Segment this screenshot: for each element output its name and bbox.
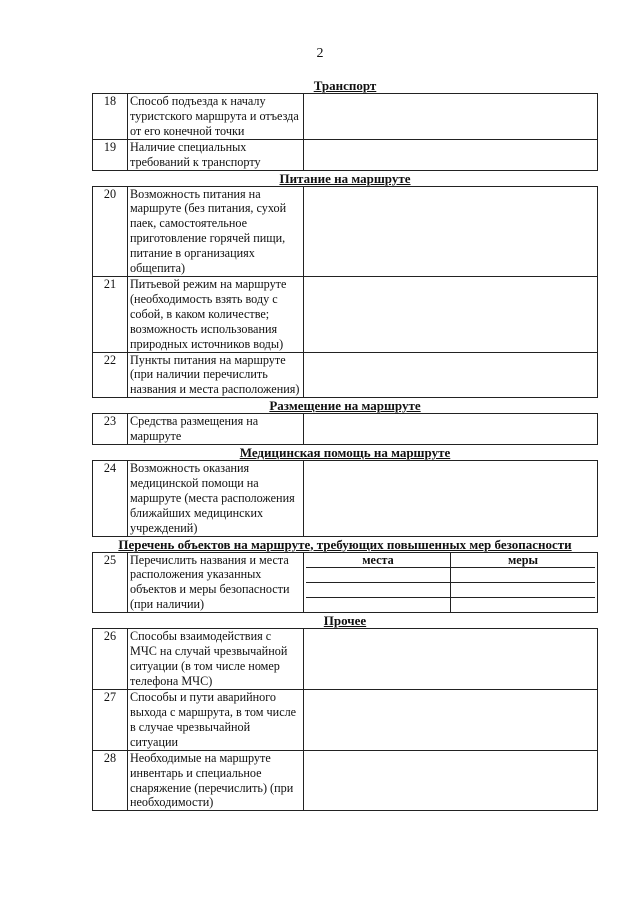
table-row (93, 139, 598, 170)
row-label: Возможность питания на маршруте (без питания, сухой паек, самостоятельное приготовление горячей пищи, питание в организациях общепита) (128, 186, 304, 276)
medical-table (92, 460, 598, 537)
row-number: 19 (93, 139, 128, 170)
table-row (93, 690, 598, 751)
table-row (93, 552, 598, 613)
row-number: 28 (93, 750, 128, 811)
table-row (93, 750, 598, 811)
section-title-other: Прочее (323, 613, 367, 629)
section-title-lodging: Размещение на маршруте (269, 398, 421, 414)
value-field[interactable] (304, 352, 598, 398)
table-row (93, 461, 598, 537)
row-label: Питьевой режим на маршруте (необходимость взять воду с собой, в каком количестве; возможность использования природных источников воды) (128, 276, 304, 352)
row-number: 24 (93, 461, 128, 537)
value-field[interactable] (304, 276, 598, 352)
lodging-table (92, 413, 598, 445)
hazards-subtable-cell (304, 552, 598, 613)
measures-field[interactable] (451, 598, 596, 613)
page-number: 2 (316, 46, 324, 61)
hazards-subtable (306, 553, 595, 613)
measures-field[interactable] (451, 583, 596, 598)
row-number: 26 (93, 629, 128, 690)
subtable-row (306, 583, 595, 598)
section-title-hazards: Перечень объектов на маршруте, требующих повышенных мер безопасности (118, 536, 572, 552)
row-number: 27 (93, 690, 128, 751)
hazards-table (92, 552, 598, 614)
column-header-measures: меры (451, 553, 596, 568)
value-field[interactable] (304, 750, 598, 811)
row-label: Средства размещения на маршруте (128, 414, 304, 445)
subtable-row (306, 598, 595, 613)
table-row (93, 414, 598, 445)
section-title-transport: Транспорт (313, 78, 377, 93)
row-label: Необходимые на маршруте инвентарь и специальное снаряжение (перечислить) (при необходимости) (128, 750, 304, 811)
food-table (92, 186, 598, 399)
row-number: 22 (93, 352, 128, 398)
row-number: 20 (93, 186, 128, 276)
table-row (93, 352, 598, 398)
column-header-places: места (306, 553, 451, 568)
row-label: Перечислить названия и места расположения указанных объектов и меры безопасности (при наличии) (128, 552, 304, 613)
other-table (92, 628, 598, 811)
table-row (93, 629, 598, 690)
row-label: Наличие специальных требований к транспорту (128, 139, 304, 170)
measures-field[interactable] (451, 568, 596, 583)
table-row (93, 276, 598, 352)
transport-table (92, 93, 598, 171)
table-row (93, 186, 598, 276)
subtable-row (306, 568, 595, 583)
row-label: Способы и пути аварийного выхода с маршрута, в том числе в случае чрезвычайной ситуации (128, 690, 304, 751)
value-field[interactable] (304, 461, 598, 537)
route-form (92, 78, 598, 811)
row-number: 21 (93, 276, 128, 352)
places-field[interactable] (306, 568, 451, 583)
subtable-header-row (306, 553, 595, 568)
section-title-medical: Медицинская помощь на маршруте (239, 445, 451, 461)
row-number: 18 (93, 94, 128, 140)
table-row (93, 94, 598, 140)
value-field[interactable] (304, 139, 598, 170)
row-label: Способ подъезда к началу туристского маршрута и отъезда от его конечной точки (128, 94, 304, 140)
row-label: Пункты питания на маршруте (при наличии перечислить названия и места расположения) (128, 352, 304, 398)
row-label: Способы взаимодействия с МЧС на случай чрезвычайной ситуации (в том числе номер телефона МЧС) (128, 629, 304, 690)
row-number: 25 (93, 552, 128, 613)
value-field[interactable] (304, 629, 598, 690)
places-field[interactable] (306, 583, 451, 598)
value-field[interactable] (304, 94, 598, 140)
places-field[interactable] (306, 598, 451, 613)
row-number: 23 (93, 414, 128, 445)
section-title-food: Питание на маршруте (279, 170, 411, 186)
row-label: Возможность оказания медицинской помощи на маршруте (места расположения ближайших медицинских учреждений) (128, 461, 304, 537)
value-field[interactable] (304, 690, 598, 751)
value-field[interactable] (304, 186, 598, 276)
value-field[interactable] (304, 414, 598, 445)
